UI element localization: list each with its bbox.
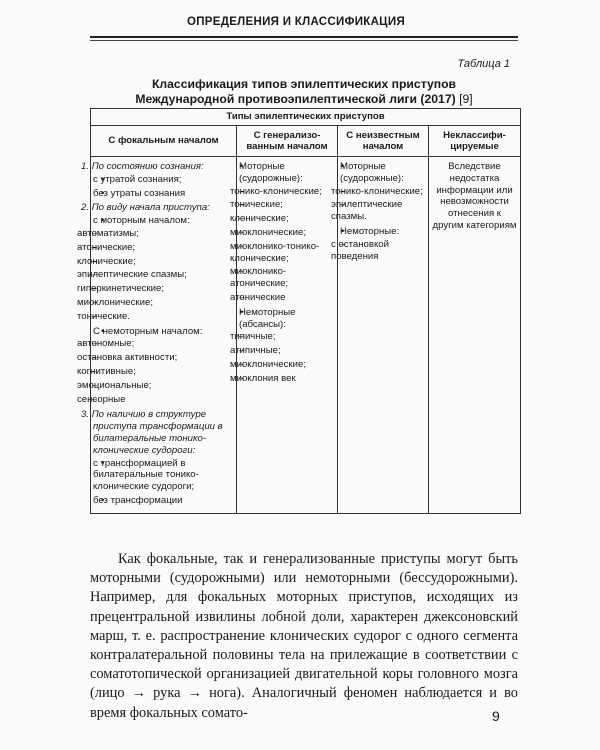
list-item: – эпилептические спазмы.: [331, 198, 426, 224]
generalized-nonmotor-group: [230, 306, 335, 387]
unclassified-cell: [429, 157, 521, 514]
focal-group-3: [81, 408, 234, 508]
column-header-unknown: С неизвестным началом: [338, 126, 429, 157]
page-number: 9: [492, 708, 500, 724]
group-number: 3.: [81, 409, 90, 421]
body-text: [90, 550, 518, 723]
list-item: – миоклонико-атонические;: [230, 265, 335, 291]
list-item: – тонико-клонические;: [230, 185, 335, 199]
list-item: • с трансформацией в билатеральные тонико-клонические судороги;: [93, 457, 234, 494]
body-paragraph: Как фокальные, так и генерализованные приступы могут быть моторными (судорожными) или немоторными (бессудорожными). Например, для фокальных моторных приступов, исходящих из прецентральной извилины лобной доли, характерен джексоновский марш, т. е. распространение клонических судорог с одного сегмента контралатеральной половины тела на прилежащие в соответствии с соматотопической организацией двигательной коры головного мозга (лицо → рука → нога). Аналогичный феномен наблюдается и во время фокальных сомато-: [90, 551, 518, 721]
caption-reference: [9]: [459, 92, 473, 106]
list-item: – эмоциональные;: [77, 379, 218, 393]
unknown-cell: [331, 157, 429, 514]
list-item: – клонические;: [77, 255, 218, 269]
list-item: – эпилептические спазмы;: [77, 268, 218, 282]
focal-cell: [77, 157, 237, 514]
list-item: – автоматизмы;: [77, 227, 218, 241]
list-item: – миоклония век: [230, 372, 335, 386]
list-item: – атонические: [230, 291, 335, 305]
unknown-motor-group: [331, 160, 426, 225]
unknown-nonmotor-group: [331, 225, 426, 264]
motor-onset-group: [77, 214, 234, 324]
group-number: 2.: [81, 202, 90, 214]
list-item: – когнитивные;: [77, 365, 218, 379]
focal-group-1: [81, 160, 234, 201]
list-item: – миоклонические;: [230, 226, 335, 240]
subgroup-label: Моторные (судорожные):: [340, 161, 404, 184]
list-item: – автономные;: [77, 337, 218, 351]
list-item: – тонические;: [230, 198, 335, 212]
list-item: – остановка активности;: [77, 351, 218, 365]
group-title: По виду начала приступа:: [91, 202, 210, 214]
list-item: – с остановкой поведения: [331, 238, 426, 264]
list-item: – сенсорные: [77, 393, 218, 407]
table-caption: [90, 77, 518, 107]
list-item: – типичные;: [230, 330, 335, 344]
unclassified-text: Вследствие недостатка информации или невозможности отнесения к другим категориям: [432, 161, 517, 231]
generalized-motor-group: [230, 160, 335, 306]
subgroup-label: Моторные (судорожные):: [239, 161, 303, 184]
caption-line-2-text: Международной противоэпилептической лиги (2017): [135, 92, 456, 106]
list-item: – гиперкинетические;: [77, 282, 218, 296]
column-header-unclassified: Неклассифи-цируемые: [429, 126, 521, 157]
list-item: – атонические;: [77, 241, 218, 255]
focal-group-2: [77, 201, 234, 408]
column-header-focal: С фокальным началом: [91, 126, 237, 157]
subgroup-label: с моторным началом:: [93, 215, 190, 227]
list-item: • без утраты сознания: [93, 187, 234, 201]
header-rule: [90, 36, 518, 38]
column-header-generalized: С генерализо-ванным началом: [237, 126, 338, 157]
table-top-header: Типы эпилептических приступов: [91, 109, 521, 126]
subgroup-label: Немоторные (абсансы):: [239, 306, 296, 330]
caption-line-1: Классификация типов эпилептических приступов: [151, 77, 457, 91]
list-item: – миоклонические;: [77, 296, 218, 310]
group-title: По наличию в структуре приступа трансформации в билатеральные тонико-клонические судороги:: [91, 409, 223, 456]
generalized-cell: [230, 157, 338, 514]
list-item: – клонические;: [230, 212, 335, 226]
table-label: Таблица 1: [457, 58, 510, 70]
list-item: – тонико-клонические;: [331, 185, 426, 199]
group-title: По состоянию сознания:: [91, 161, 204, 172]
list-item: – миоклонические;: [230, 358, 335, 372]
list-item: • без трансформации: [93, 494, 234, 508]
list-item: – тонические.: [77, 310, 218, 324]
group-number: 1.: [81, 161, 90, 172]
classification-table: [77, 108, 521, 514]
list-item: – миоклонико-тонико-клонические;: [230, 240, 335, 266]
subgroup-label: Немоторные:: [340, 225, 400, 237]
list-item: – атипичные;: [230, 344, 335, 358]
caption-line-2: [90, 92, 518, 107]
subgroup-label: С немоторным началом:: [93, 325, 203, 337]
list-item: • с утратой сознания;: [93, 173, 234, 187]
header-rule-thin: [90, 40, 518, 41]
nonmotor-onset-group: [77, 325, 234, 408]
running-head: ОПРЕДЕЛЕНИЯ И КЛАССИФИКАЦИЯ: [186, 16, 406, 28]
